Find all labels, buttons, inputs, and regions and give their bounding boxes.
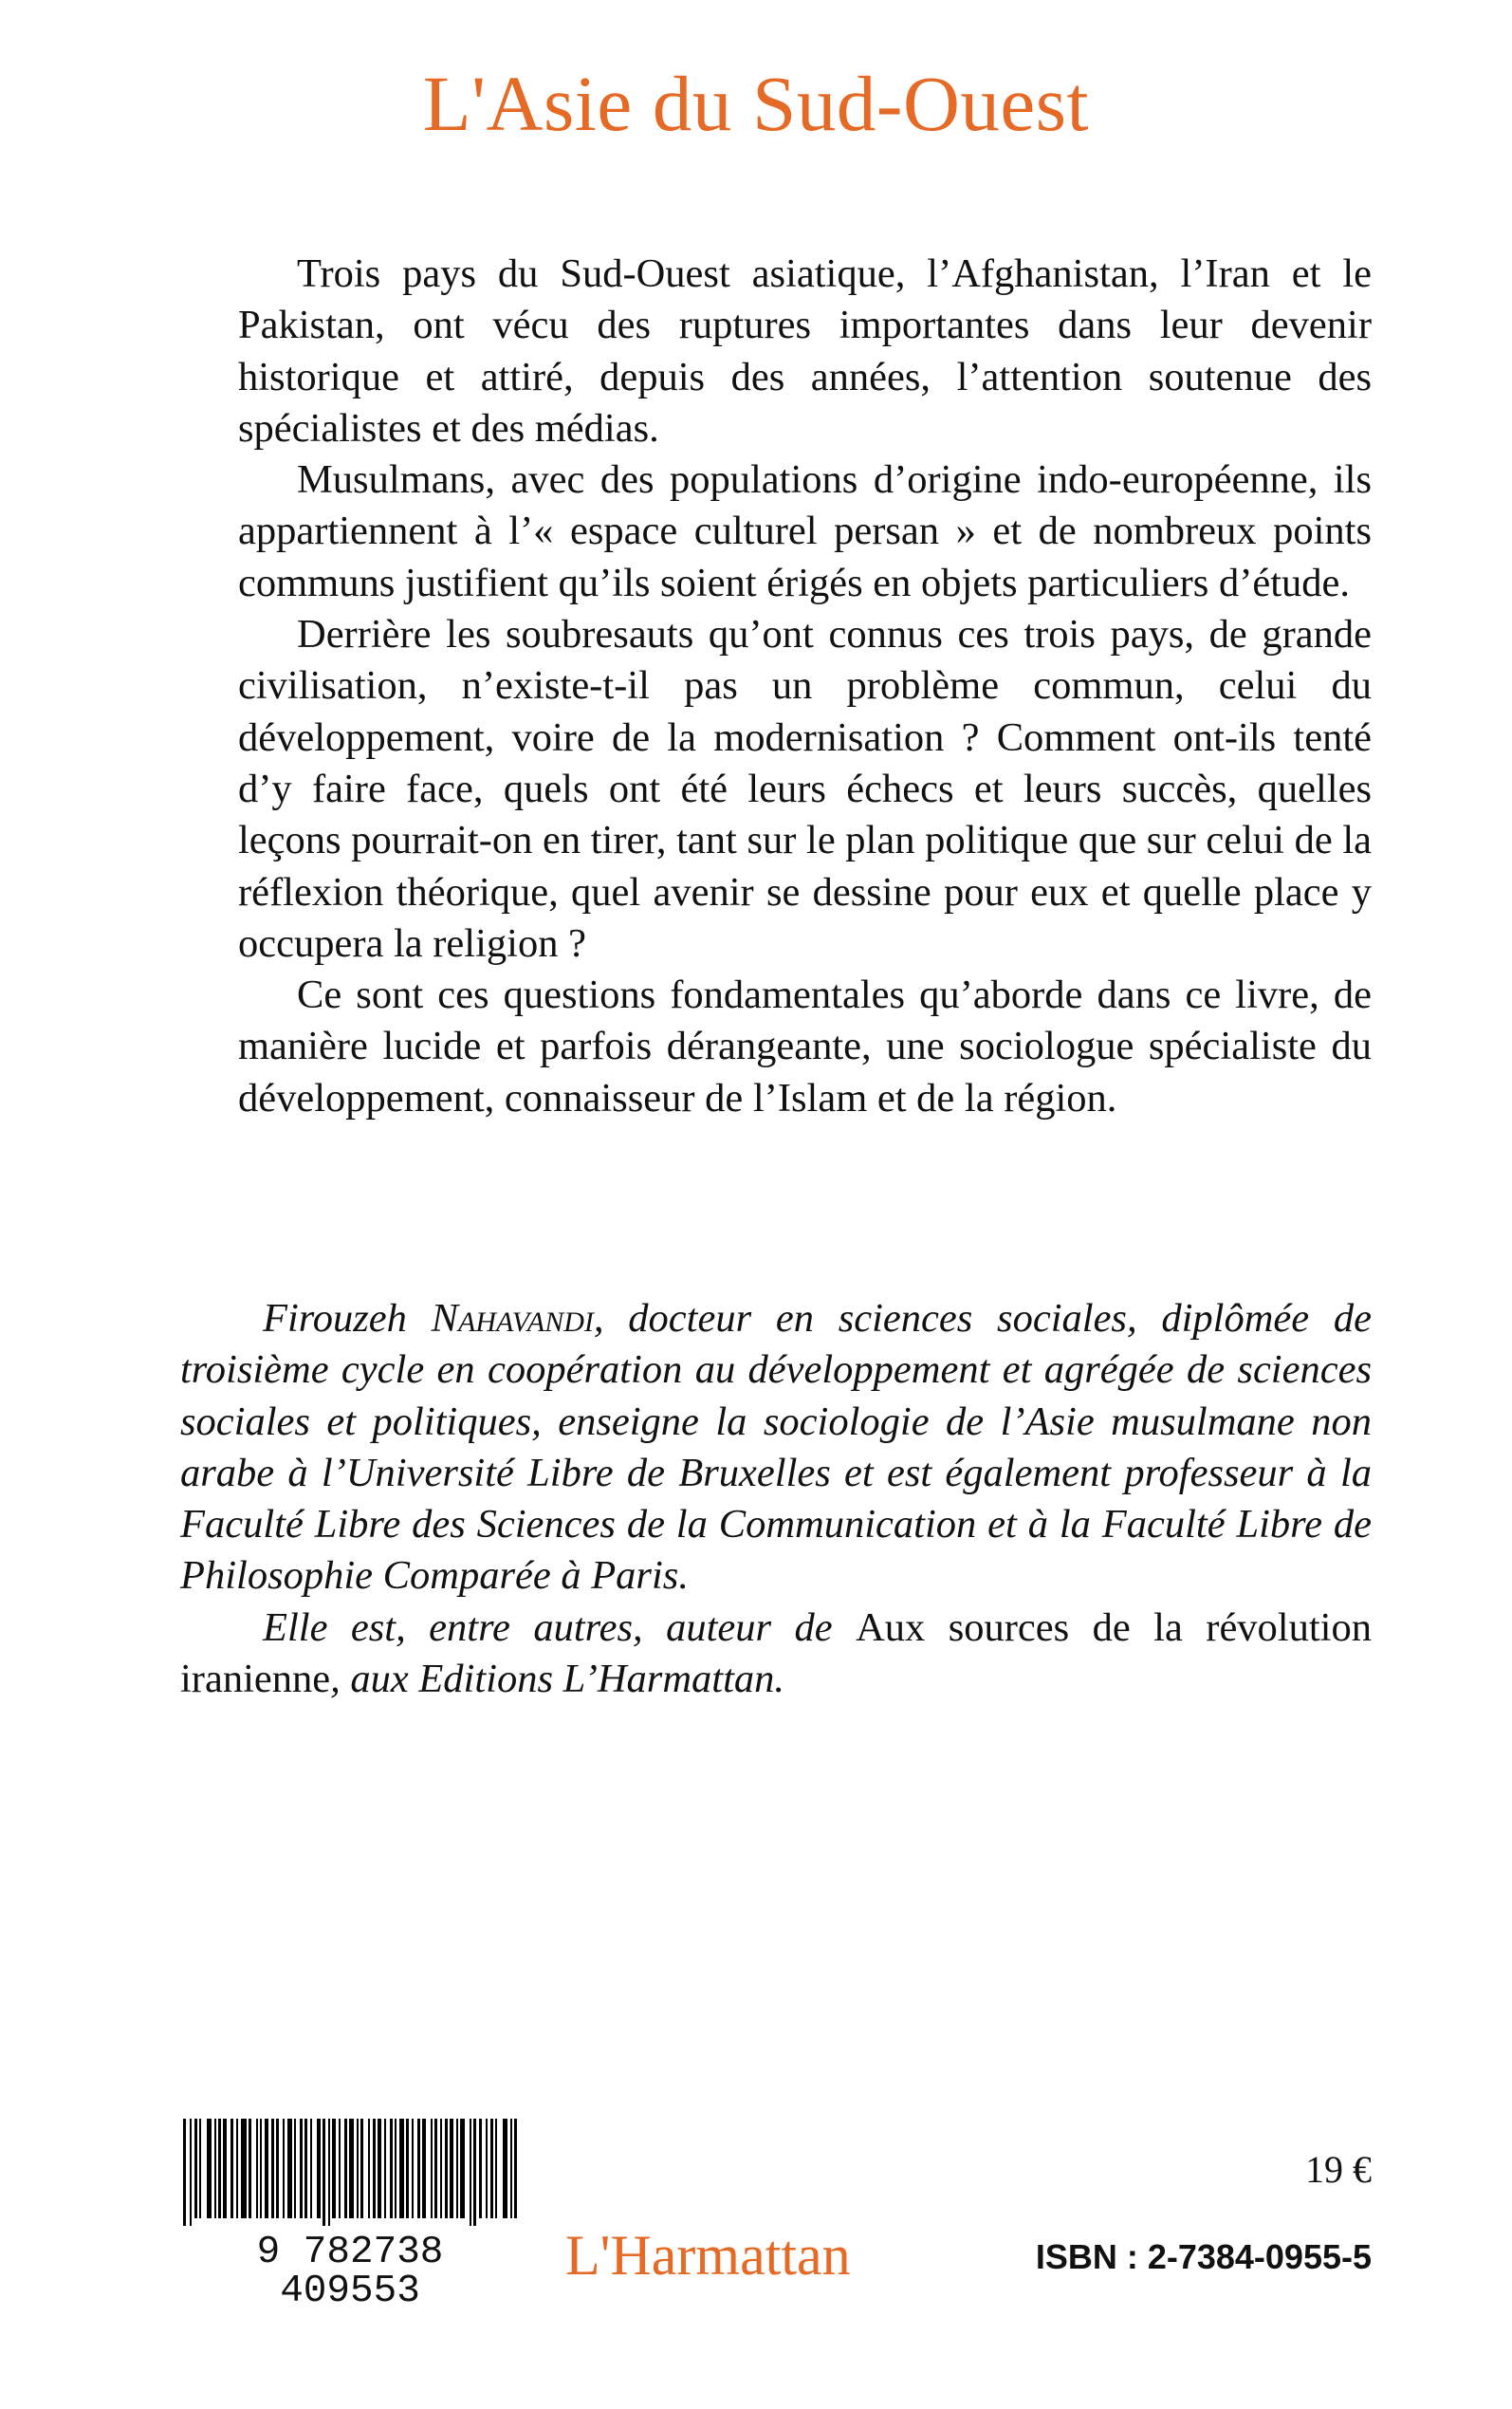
barcode-bar (390, 2119, 393, 2218)
barcode-bar (207, 2119, 212, 2218)
barcode-bar (283, 2119, 285, 2218)
author-bio (180, 1293, 1372, 1705)
barcode-bar (514, 2119, 517, 2218)
barcode-bar (183, 2119, 186, 2226)
barcode-bar (310, 2119, 312, 2218)
barcode-bar (479, 2119, 482, 2218)
works-suffix: , aux Editions L’Harmattan. (330, 1657, 785, 1702)
author-last-name: Nahavandi (431, 1296, 594, 1341)
barcode-bar (360, 2119, 363, 2218)
barcode-bar (490, 2119, 493, 2218)
barcode-bar (328, 2119, 330, 2226)
barcode-bar (422, 2119, 426, 2218)
price: 19 € (1305, 2148, 1372, 2191)
barcode-bar (456, 2119, 458, 2218)
barcode-bar (190, 2119, 192, 2226)
barcode-bar (440, 2119, 442, 2218)
barcode-bar (339, 2119, 341, 2218)
barcode-bar (373, 2119, 376, 2218)
isbn: ISBN : 2-7384-0955-5 (1035, 2237, 1372, 2276)
barcode-bar (276, 2119, 279, 2218)
barcode-bar (241, 2119, 247, 2218)
barcode-bar (473, 2119, 476, 2226)
barcode-bar (510, 2119, 512, 2218)
barcode-bar (194, 2119, 197, 2218)
barcode-bar (368, 2119, 370, 2218)
barcode-bar (399, 2119, 404, 2218)
blurb-paragraph: Derrière les soubresauts qu’ont connus ces trois pays, de grande civilisation, n’existe-t-il pas un problème commun, celui du développement, voire de la modernisation ? Comment ont-ils tenté d’y faire face, quels ont été leurs échecs et leurs succès, quelles leçons pourrait-on en tirer, tant sur le plan politique que sur celui de la réflexion théorique, quel avenir se dessine pour eux et quelle place y occupera la religion ? (238, 612, 1373, 966)
bio-paragraph (180, 1293, 1372, 1603)
barcode-bar (300, 2119, 303, 2218)
barcode-bar (199, 2119, 201, 2218)
blurb-paragraph: Musulmans, avec des populations d’origine indo-européenne, ils appartiennent à l’« espace culturel persan » et de nombreux points communs justifient qu’ils soient érigés en objets particuliers d’étude. (238, 457, 1372, 605)
barcode-bar (249, 2119, 251, 2218)
barcode-bar (230, 2119, 233, 2218)
blurb (238, 249, 1372, 1124)
barcode-bar (323, 2119, 325, 2226)
barcode-bar (214, 2119, 216, 2218)
barcode-bar (304, 2119, 307, 2218)
blurb-paragraph: Trois pays du Sud-Ouest asiatique, l’Afghanistan, l’Iran et le Pakistan, ont vécu des ruptures importantes dans leur devenir historique et attiré, depuis des années, l’attention soutenue des spécialistes et des médias. (238, 251, 1372, 451)
barcode-bar (450, 2119, 453, 2218)
barcode-bar (294, 2119, 296, 2218)
barcode-bar (406, 2119, 409, 2218)
bio-paragraph (180, 1603, 1372, 1706)
bio-description: , docteur en sciences sociales, diplômée de troisième cycle en coopération au développement et agrégée de sciences sociales et politiques, enseigne la sociologie de l’Asie musulmane non arabe à l’Université Libre de Bruxelles et est également professeur à la Faculté Libre des Sciences de la Communication et à la Faculté Libre de Philosophie Comparée à Paris. (180, 1296, 1372, 1599)
barcode-bar (332, 2119, 336, 2218)
author-first-name: Firouzeh (263, 1296, 407, 1341)
barcode-bar (460, 2119, 465, 2218)
barcode-bar (236, 2119, 238, 2218)
barcode-bar (417, 2119, 420, 2218)
barcode-bar (431, 2119, 433, 2218)
barcode-bar (317, 2119, 321, 2218)
works-prefix: Elle est, entre autres, auteur de (263, 1604, 857, 1650)
barcode-bar (218, 2119, 221, 2218)
barcode-bar (378, 2119, 381, 2218)
barcode-bar (384, 2119, 386, 2218)
barcode-bar (287, 2119, 292, 2218)
barcode-bar (445, 2119, 448, 2218)
barcode-bar (349, 2119, 354, 2218)
barcode-bar (265, 2119, 268, 2218)
barcode-bar (412, 2119, 414, 2218)
barcode-bar (486, 2119, 488, 2218)
barcode-digits: 9 782738 409553 (256, 2231, 444, 2313)
barcode-bar (357, 2119, 359, 2218)
barcode-bar (495, 2119, 497, 2218)
barcode-bar (223, 2119, 227, 2218)
barcode-bar (260, 2119, 262, 2218)
barcode-bar (395, 2119, 396, 2218)
barcode-bar (256, 2119, 258, 2218)
barcode-bar (503, 2119, 507, 2218)
publisher-logo: L'Harmattan (565, 2224, 851, 2287)
barcode-bar (344, 2119, 347, 2218)
book-title: L'Asie du Sud-Ouest (422, 60, 1090, 147)
blurb-paragraph: Ce sont ces questions fondamentales qu’aborde dans ce livre, de manière lucide et parfois dérangeante, une sociologue spécialiste du développement, connaisseur de l’Islam et de la région. (238, 973, 1372, 1121)
barcode-bar (470, 2119, 471, 2226)
work-title: Aux sources de la révolution iranienne (180, 1604, 1372, 1702)
barcode (183, 2119, 517, 2226)
barcode-bar (434, 2119, 437, 2218)
barcode-bar (271, 2119, 274, 2218)
